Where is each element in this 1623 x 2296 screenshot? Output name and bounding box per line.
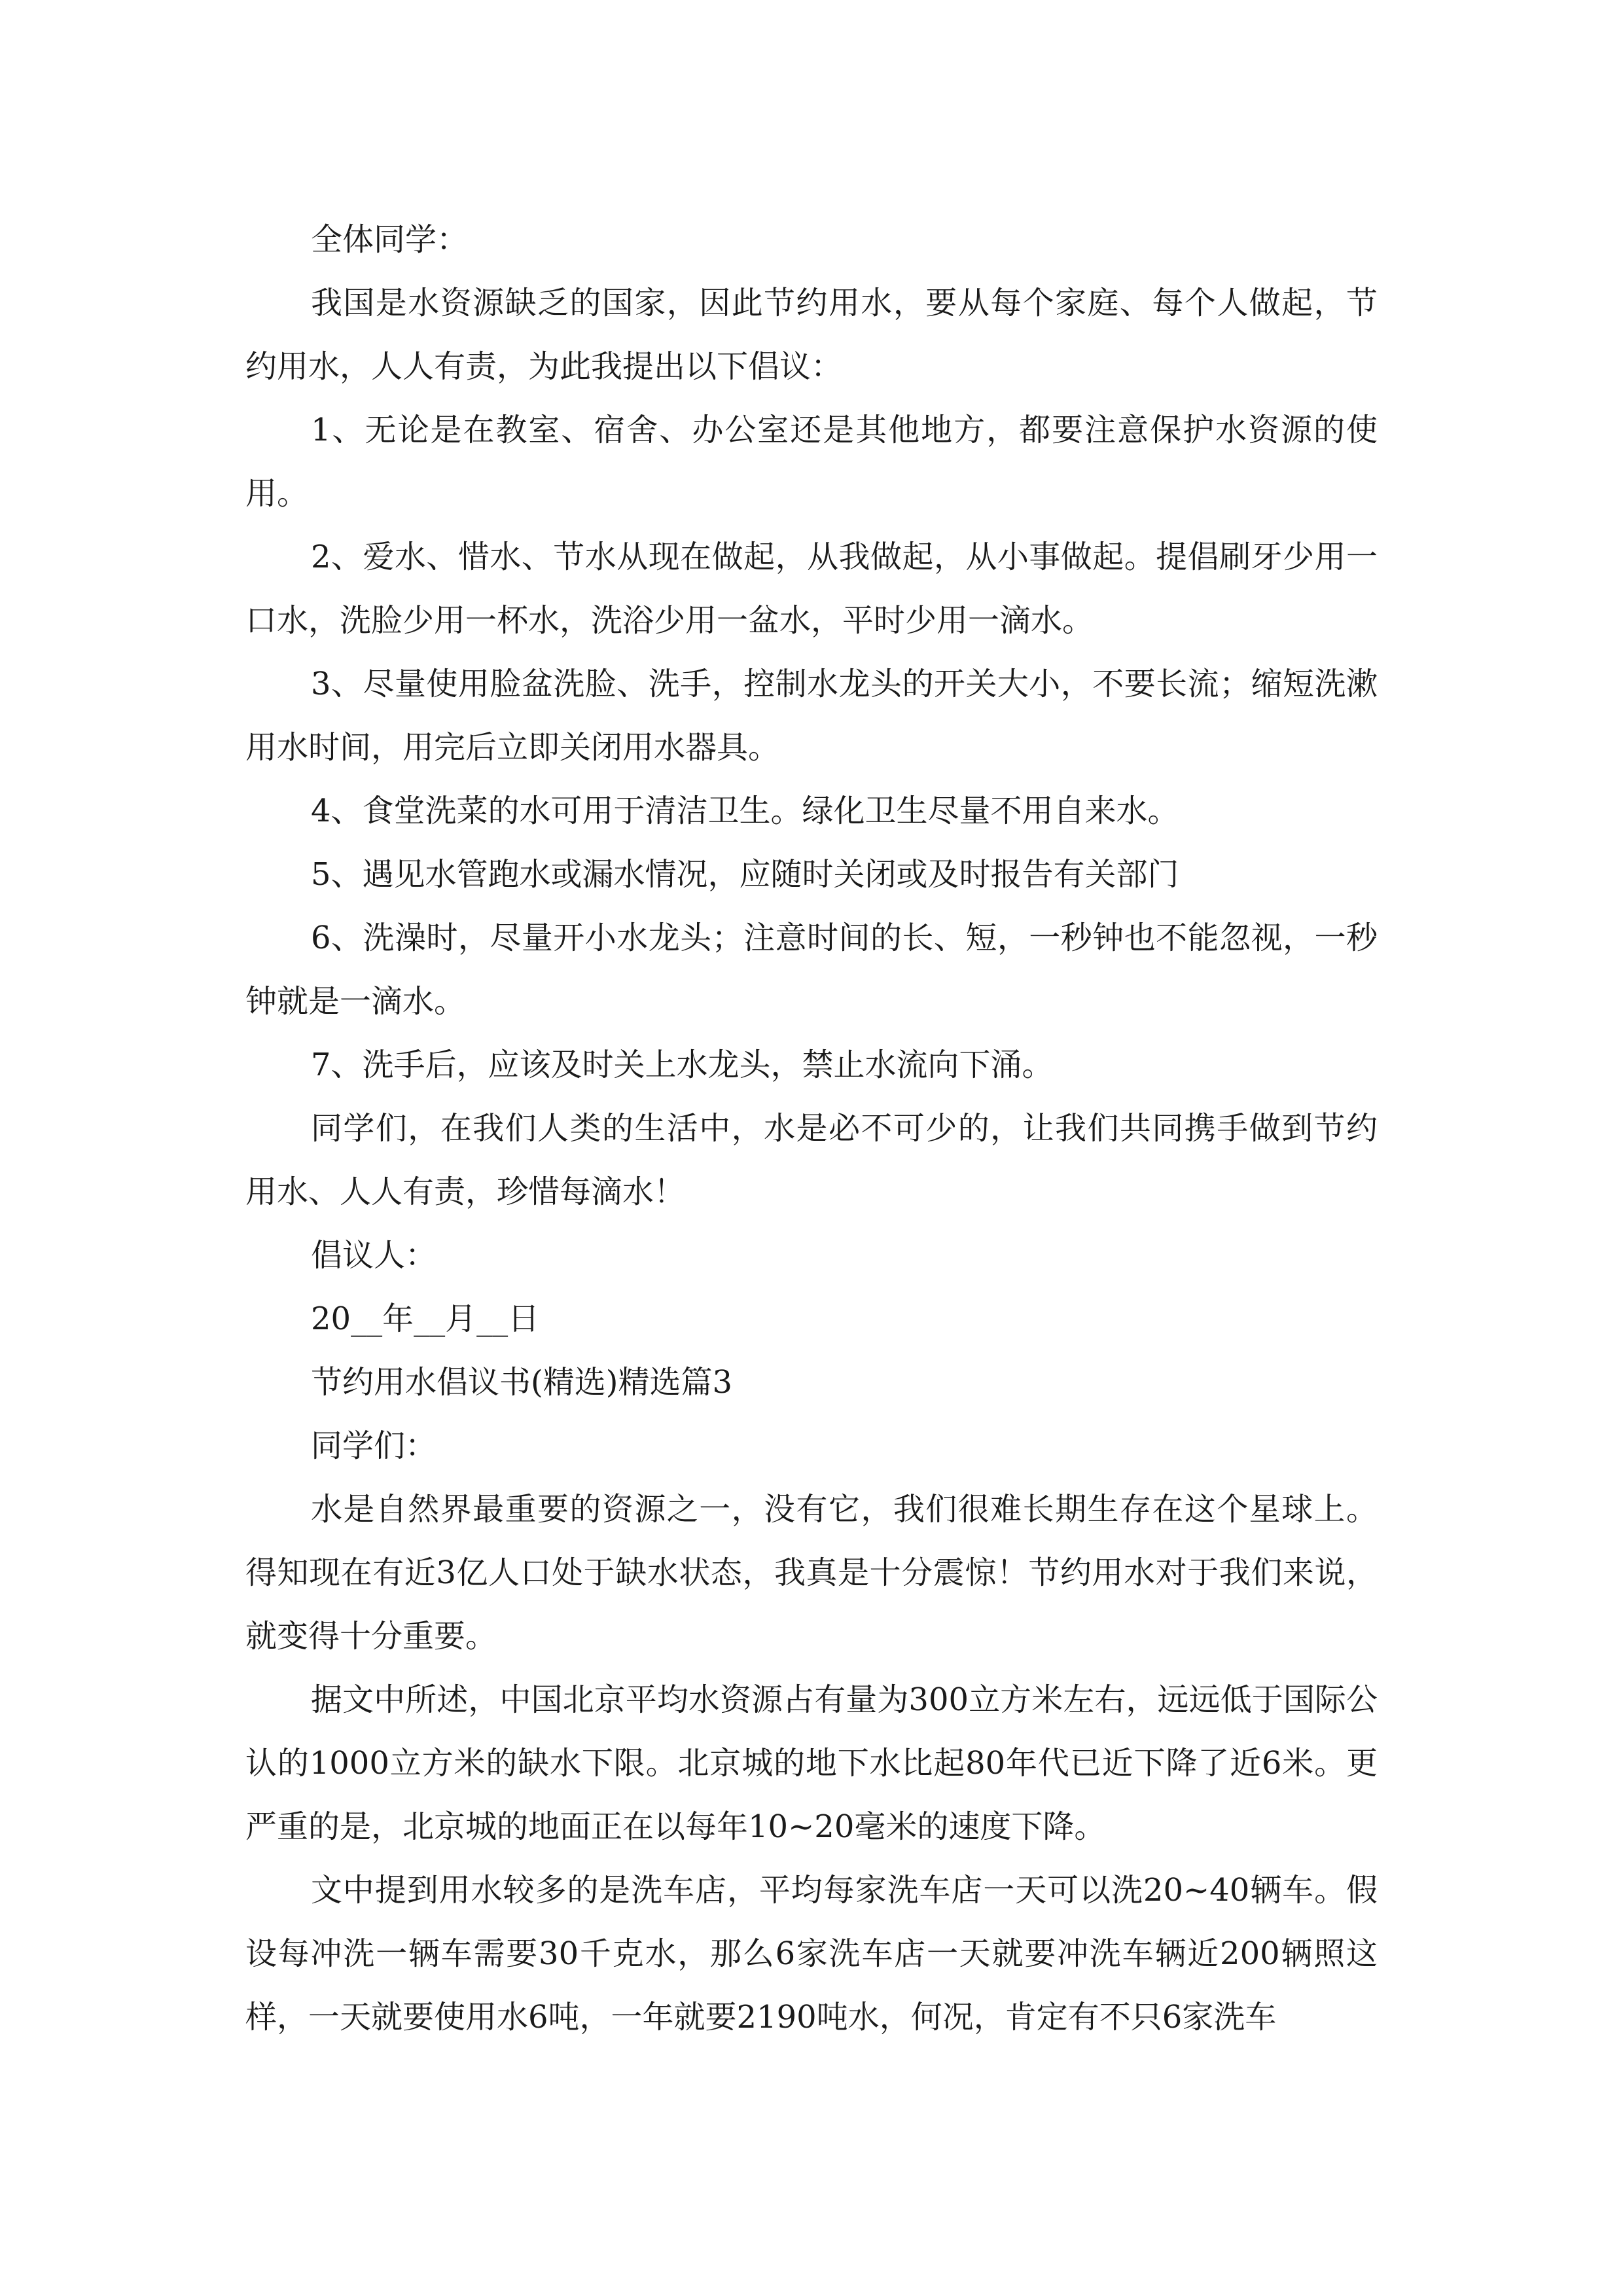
body-paragraph-2: 据文中所述，中国北京平均水资源占有量为300立方米左右，远远低于国际公认的1000立方米的缺水下限。北京城的地下水比起80年代已近下降了近6米。更严重的是，北京城的地面正在以每年10~20毫米的速度下降。 (245, 1681, 1378, 1845)
salutation-2: 同学们： (311, 1427, 437, 1464)
proposal-item-1: 1、无论是在教室、宿舍、办公室还是其他地方，都要注意保护水资源的使用。 (245, 412, 1378, 512)
body-paragraph-1: 水是自然界最重要的资源之一，没有它，我们很难长期生存在这个星球上。得知现在有近3亿人口处于缺水状态，我真是十分震惊！节约用水对于我们来说，就变得十分重要。 (245, 1491, 1378, 1655)
section-heading: 节约用水倡议书(精选)精选篇3 (311, 1364, 732, 1401)
proposal-item-4: 4、食堂洗菜的水可用于清洁卫生。绿化卫生尽量不用自来水。 (311, 793, 1179, 829)
document-page (245, 208, 1378, 2049)
proposal-item-7: 7、洗手后，应该及时关上水龙头，禁止水流向下涌。 (311, 1047, 1054, 1083)
intro-paragraph: 我国是水资源缺乏的国家，因此节约用水，要从每个家庭、每个人做起，节约用水，人人有责，为此我提出以下倡议： (245, 285, 1378, 385)
proposal-item-6: 6、洗澡时，尽量开小水龙头；注意时间的长、短，一秒钟也不能忽视，一秒钟就是一滴水。 (245, 920, 1378, 1020)
proposal-item-3: 3、尽量使用脸盆洗脸、洗手，控制水龙头的开关大小，不要长流；缩短洗漱用水时间，用完后立即关闭用水器具。 (245, 666, 1378, 766)
closing-paragraph: 同学们，在我们人类的生活中，水是必不可少的，让我们共同携手做到节约用水、人人有责，珍惜每滴水！ (245, 1110, 1378, 1210)
proposal-item-5: 5、遇见水管跑水或漏水情况，应随时关闭或及时报告有关部门 (311, 856, 1179, 893)
body-paragraph-3: 文中提到用水较多的是洗车店，平均每家洗车店一天可以洗20~40辆车。假设每冲洗一辆车需要30千克水，那么6家洗车店一天就要冲洗车辆近200辆照这样，一天就要使用水6吨，一年就要2190吨水，何况，肯定有不只6家洗车 (245, 1872, 1378, 2036)
salutation: 全体同学： (311, 221, 469, 258)
proposal-item-2: 2、爱水、惜水、节水从现在做起，从我做起，从小事做起。提倡刷牙少用一口水，洗脸少用一杯水，洗浴少用一盆水，平时少用一滴水。 (245, 539, 1378, 639)
date-line: 20__年__月__日 (311, 1300, 540, 1337)
signature-line: 倡议人： (311, 1237, 437, 1274)
